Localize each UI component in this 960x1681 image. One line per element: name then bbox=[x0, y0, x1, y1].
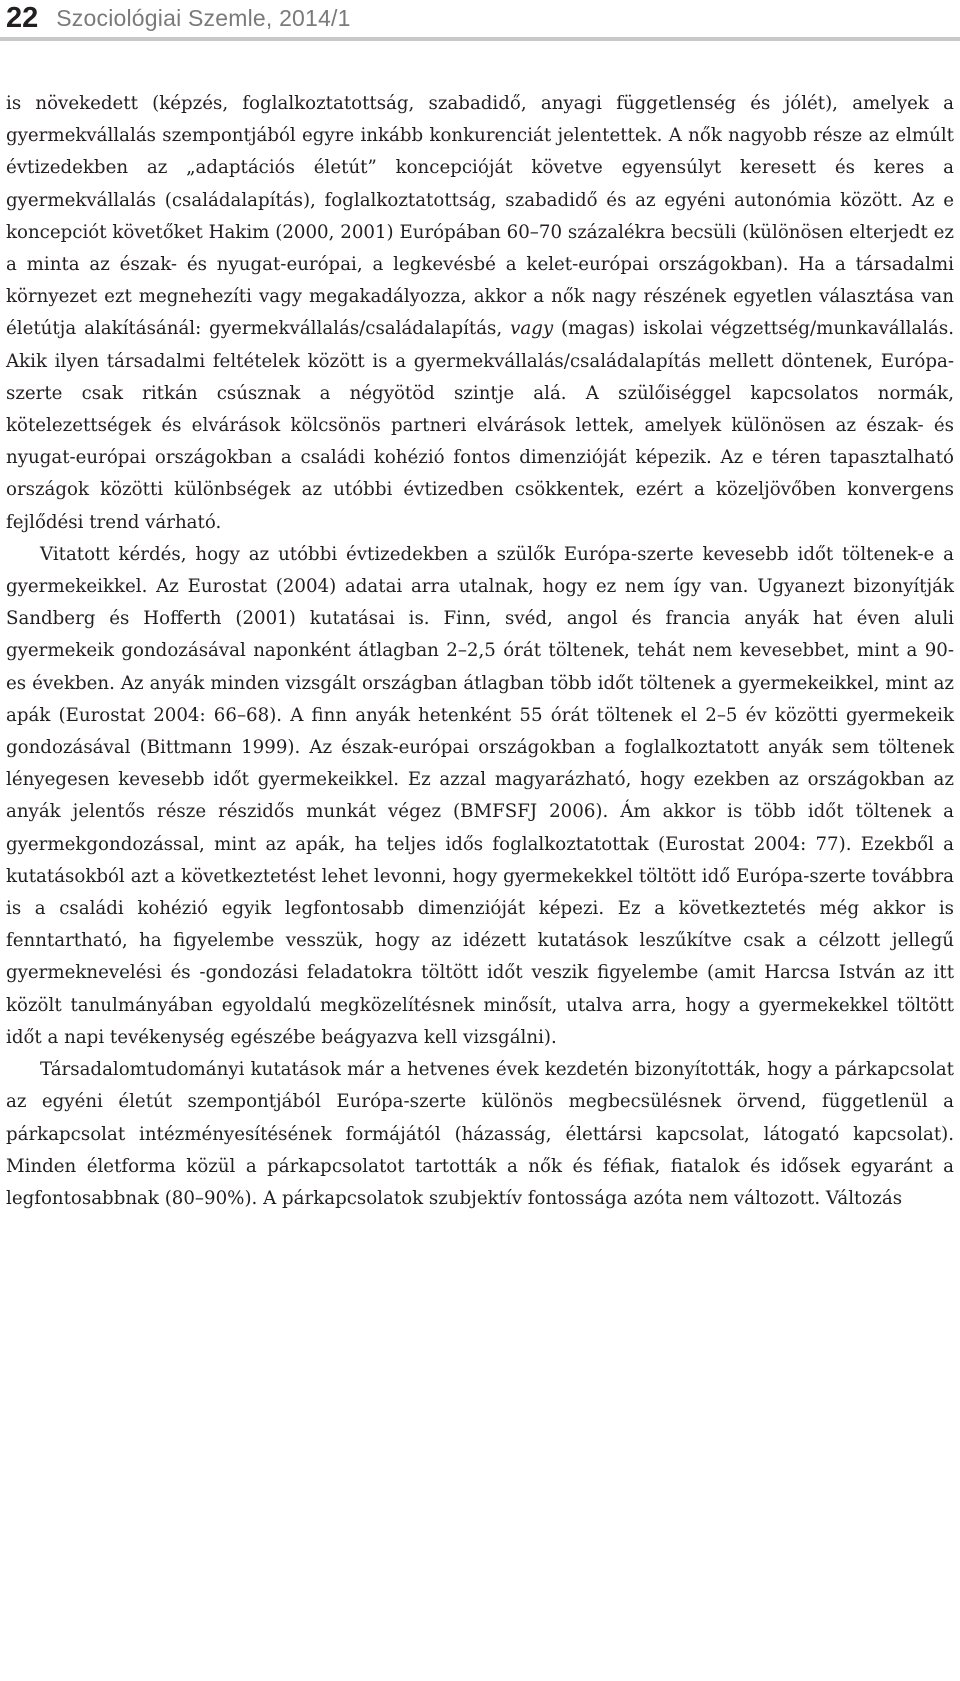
paragraph-3: Társadalomtudományi kutatások már a hetvenes évek kezdetén bizonyították, hogy a párkapcsolat az egyéni életút szempontjából Európa-szerte különös megbecsülésnek örvend, függetlenül a párkapcsolat intézményesítésének formájától (házasság, élettársi kapcsolat, látogató kapcsolat). Minden életforma közül a párkapcsolatot tartották a nők és féfiak, fiatalok és idősek egyaránt a legfontosabbnak (80–90%). A párkapcsolatok szubjektív fontossága azóta nem változott. Változás bbox=[6, 1059, 954, 1209]
page-number: 22 bbox=[6, 1, 39, 34]
running-header bbox=[6, 0, 351, 36]
paragraph-1-part-2: (magas) iskolai végzettség/munkavállalás. Akik ilyen társadalmi feltételek között is a gyermekvállalás/családalapítás mellett döntenek, Európa-szerte csak ritkán csúsznak a négyötöd szintje alá. A szülőiséggel kapcsolatos normák, kötelezettségek és elvárások kölcsönös partneri elvárások lettek, amelyek különösen az észak- és nyugat-európai országokban a családi kohézió fontos dimenzióját képezik. Az e téren tapasztalható országok közötti különbségek az utóbbi évtizedben csökkentek, ezért a közeljövőben konvergens fejlődési trend várható. bbox=[6, 318, 954, 533]
journal-title: Szociológiai Szemle, 2014/1 bbox=[56, 4, 351, 31]
body-text bbox=[6, 88, 954, 1215]
header-rule bbox=[0, 37, 960, 41]
paragraph-1-part-1: is növekedett (képzés, foglalkoztatottság, szabadidő, anyagi függetlenség és jólét), amelyek a gyermekvállalás szempontjából egyre inkább konkurenciát jelentettek. A nők nagyobb része az elmúlt évtizedekben az „adaptációs életút” koncepcióját követve egyensúlyt keresett és keres a gyermekvállalás (családalapítás), foglalkoztatottság, szabadidő és az egyéni autonómia között. Az e koncepciót követőket Hakim (2000, 2001) Európában 60–70 százalékra becsüli (különösen elterjedt ez a minta az észak- és nyugat-európai, a legkevésbé a kelet-európai országokban). Ha a társadalmi környezet ezt megnehezíti vagy megakadályozza, akkor a nők nagy részének egyetlen választása van életútja alakításánál: gyermekvállalás/családalapítás, bbox=[6, 93, 954, 340]
paragraph-1 bbox=[6, 88, 954, 539]
paragraph-2: Vitatott kérdés, hogy az utóbbi évtizedekben a szülők Európa-szerte kevesebb időt töltenek-e a gyermekeikkel. Az Eurostat (2004) adatai arra utalnak, hogy ez nem így van. Ugyanezt bizonyítják Sandberg és Hofferth (2001) kutatásai is. Finn, svéd, angol és francia anyák hat éven aluli gyermekeik gondozásával naponként átlagban 2–2,5 órát töltenek, tehát nem kevesebbet, mint a 90-es években. Az anyák minden vizsgált országban átlagban több időt töltenek a gyermekeikkel, mint az apák (Eurostat 2004: 66–68). A finn anyák hetenként 55 órát töltenek el 2–5 év közötti gyermekeik gondozásával (Bittmann 1999). Az észak-európai országokban a foglalkoztatott anyák sem töltenek lényegesen kevesebb időt gyermekeikkel. Ez azzal magyarázható, hogy ezekben az országokban az anyák jelentős része részidős munkát végez (BMFSFJ 2006). Ám akkor is több időt töltenek a gyermekgondozással, mint az apák, ha teljes idős foglalkoztatottak (Eurostat 2004: 77). Ezekből a kutatásokból azt a következtetést lehet levonni, hogy gyermekekkel töltött idő Európa-szerte továbbra is a családi kohézió egyik legfontosabb dimenzióját képezi. Ez a következtetés még akkor is fenntartható, ha figyelembe vesszük, hogy az idézett kutatások leszűkítve csak a célzott jellegű gyermeknevelési és -gondozási feladatokra töltött időt veszik figyelembe (amit Harcsa István az itt közölt tanulmányában egyoldalú megközelítésnek minősít, utalva arra, hogy a gyermekekkel töltött időt a napi tevékenység egészébe beágyazva kell vizsgálni). bbox=[6, 543, 954, 1048]
paragraph-1-emphasis: vagy bbox=[510, 318, 554, 340]
